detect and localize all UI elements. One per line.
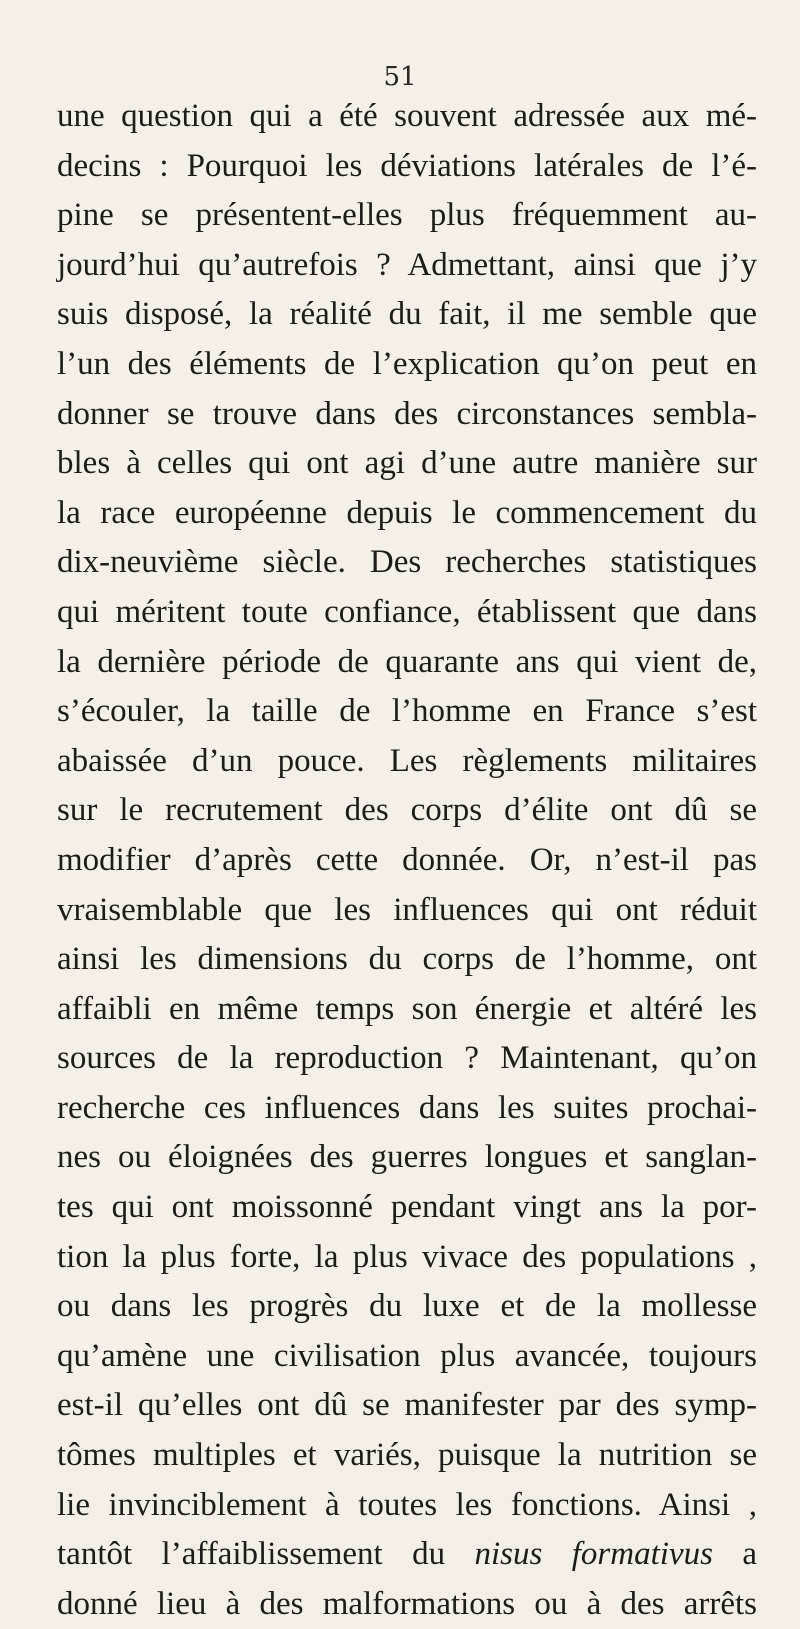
text-line: sources de la reproduction ? Maintenant, qu’on: [57, 1040, 757, 1077]
text-line: vraisemblable que les influences qui ont réduit: [57, 891, 757, 928]
text-line: recherche ces influences dans les suites prochai-: [57, 1089, 757, 1126]
text-line: jourd’hui qu’autrefois ? Admettant, ainsi que j’y: [57, 246, 757, 283]
text-line: donné lieu à des malformations ou à des arrêts: [57, 1585, 757, 1622]
text-line: s’écouler, la taille de l’homme en France s’est: [57, 693, 757, 730]
text-line: une question qui a été souvent adressée aux mé-: [57, 98, 757, 134]
text-line-with-italic: [57, 1530, 757, 1580]
text-line: affaibli en même temps son énergie et altéré les: [57, 990, 757, 1027]
line-30-after: a: [712, 1536, 757, 1573]
text-line: sur le recrutement des corps d’élite ont dû se: [57, 792, 757, 829]
text-line: ainsi les dimensions du corps de l’homme, ont: [57, 941, 757, 978]
page-number: 51: [383, 62, 417, 92]
text-line: tômes multiples et variés, puisque la nutrition se: [57, 1437, 757, 1474]
text-line: est-il qu’elles ont dû se manifester par des symp-: [57, 1387, 757, 1424]
text-line: abaissée d’un pouce. Les règlements militaires: [57, 742, 757, 779]
text-line: nes ou éloignées des guerres longues et sanglan-: [57, 1139, 757, 1176]
text-line: bles à celles qui ont agi d’une autre manière sur: [57, 445, 757, 482]
latin-term-italic: nisus formativus: [474, 1536, 713, 1573]
text-line: ou dans les progrès du luxe et de la mollesse: [57, 1288, 757, 1325]
text-line: qui méritent toute confiance, établissent que dans: [57, 593, 757, 630]
line-30-before: tantôt l’affaiblissement du: [57, 1536, 475, 1573]
text-line: la dernière période de quarante ans qui vient de,: [57, 643, 757, 680]
text-line: dix-neuvième siècle. Des recherches statistiques: [57, 544, 757, 581]
text-line: modifier d’après cette donnée. Or, n’est-il pas: [57, 841, 757, 878]
text-line: pine se présentent-elles plus fréquemment au-: [57, 197, 757, 234]
text-line: lie invinciblement à toutes les fonctions. Ainsi ,: [57, 1486, 757, 1523]
text-line: l’un des éléments de l’explication qu’on peut en: [57, 345, 757, 382]
text-line: decins : Pourquoi les déviations latérales de l’é-: [57, 147, 757, 184]
text-line: suis disposé, la réalité du fait, il me semble que: [57, 296, 757, 333]
body-text: [57, 92, 757, 1629]
text-line: donner se trouve dans des circonstances sembla-: [57, 395, 757, 432]
text-line: tion la plus forte, la plus vivace des populations ,: [57, 1238, 757, 1275]
text-line: la race européenne depuis le commencement du: [57, 494, 757, 531]
text-line: qu’amène une civilisation plus avancée, toujours: [57, 1337, 757, 1374]
text-line: tes qui ont moissonné pendant vingt ans la por-: [57, 1189, 757, 1226]
